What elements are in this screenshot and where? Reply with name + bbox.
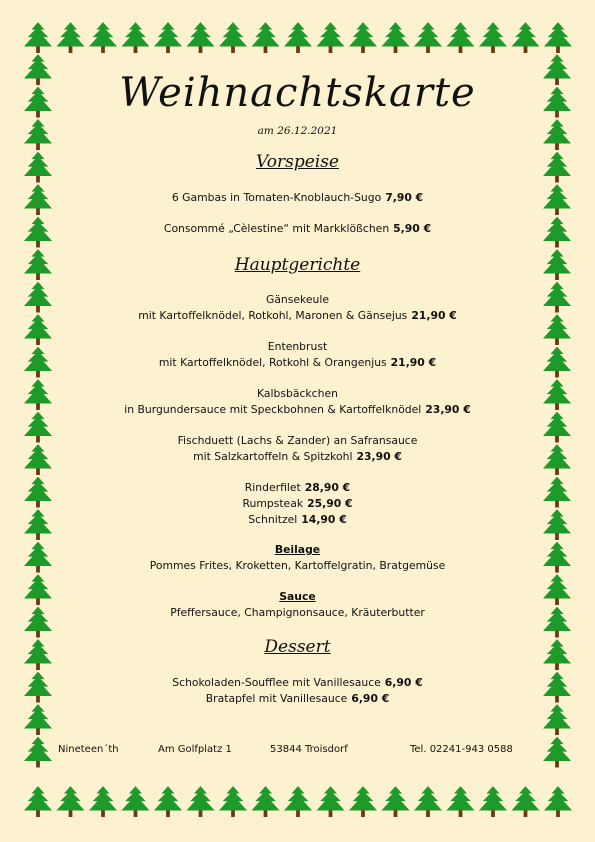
menu-title: Weihnachtskarte <box>119 70 476 116</box>
phone-number: Tel. 02241-943 0588 <box>410 744 513 755</box>
dish-price: 14,90 € <box>301 513 347 526</box>
christmas-tree-icon <box>349 22 377 53</box>
christmas-tree-icon <box>251 22 279 53</box>
christmas-tree-icon <box>121 22 149 53</box>
dish-price: 5,90 € <box>393 222 432 235</box>
christmas-tree-icon <box>544 786 572 817</box>
menu-item <box>0 675 595 691</box>
christmas-tree-icon <box>511 786 539 817</box>
menu-item <box>0 691 595 707</box>
christmas-tree-icon <box>121 786 149 817</box>
christmas-tree-icon <box>544 22 572 53</box>
christmas-tree-icon <box>316 786 344 817</box>
menu-item <box>0 339 595 371</box>
christmas-tree-icon <box>543 704 571 735</box>
christmas-tree-icon <box>56 786 84 817</box>
christmas-tree-icon <box>219 786 247 817</box>
dish-name: Entenbrust <box>267 340 328 353</box>
dish-price: 25,90 € <box>307 497 353 510</box>
dish-price: 23,90 € <box>425 403 471 416</box>
dish-name: Rumpsteak <box>242 497 304 510</box>
christmas-tree-icon <box>24 737 52 768</box>
dish-name: Schokoladen-Soufflee mit Vanillesauce <box>172 676 381 689</box>
menu-item <box>0 433 595 465</box>
christmas-tree-icon <box>414 22 442 53</box>
christmas-tree-icon <box>186 22 214 53</box>
dish-name: Consommé „Cèlestine“ mit Markklößchen <box>163 222 390 235</box>
menu-item <box>0 190 595 206</box>
dish-description: mit Salzkartoffeln & Spitzkohl <box>193 450 353 463</box>
section-vorspeise: Vorspeise <box>256 152 339 172</box>
menu-item <box>0 221 595 237</box>
street-address: Am Golfplatz 1 <box>158 744 232 755</box>
christmas-tree-icon <box>511 22 539 53</box>
christmas-tree-icon <box>381 786 409 817</box>
christmas-tree-icon <box>89 22 117 53</box>
christmas-tree-icon <box>479 786 507 817</box>
dish-description: mit Kartoffelknödel, Rotkohl, Maronen & Gänsejus <box>138 309 408 322</box>
christmas-tree-icon <box>479 22 507 53</box>
christmas-tree-icon <box>24 786 52 817</box>
city: 53844 Troisdorf <box>270 744 348 755</box>
menu-item <box>0 292 595 324</box>
sauce-text: Pfeffersauce, Champignonsauce, Kräuterbutter <box>170 606 425 619</box>
dish-name: Kalbsbäckchen <box>257 387 338 400</box>
dish-price: 23,90 € <box>356 450 402 463</box>
christmas-tree-icon <box>284 786 312 817</box>
section-dessert: Dessert <box>264 637 331 657</box>
christmas-tree-icon <box>24 22 52 53</box>
dish-description: mit Kartoffelknödel, Rotkohl & Orangenjus <box>158 356 387 369</box>
christmas-tree-icon <box>446 22 474 53</box>
dish-name: Fischduett (Lachs & Zander) an Safransauce <box>177 434 418 447</box>
christmas-tree-icon <box>414 786 442 817</box>
menu-item <box>0 386 595 418</box>
christmas-tree-icon <box>543 737 571 768</box>
dish-price: 28,90 € <box>304 481 351 494</box>
christmas-tree-icon <box>219 22 247 53</box>
christmas-tree-icon <box>186 786 214 817</box>
christmas-tree-icon <box>154 786 182 817</box>
section-sauce: Sauce <box>279 590 316 603</box>
section-beilage: Beilage <box>274 543 321 556</box>
christmas-tree-icon <box>24 704 52 735</box>
dish-name: Rinderfilet <box>244 481 301 494</box>
menu-date: am 26.12.2021 <box>257 125 338 137</box>
dish-name: 6 Gambas in Tomaten-Knoblauch-Sugo <box>171 191 382 204</box>
dish-name: Schnitzel <box>248 513 298 526</box>
dish-name: Bratapfel mit Vanillesauce <box>205 692 348 705</box>
dish-price: 7,90 € <box>385 191 424 204</box>
dish-price: 21,90 € <box>411 309 457 322</box>
steak-list <box>0 480 595 528</box>
christmas-tree-icon <box>349 786 377 817</box>
section-hauptgerichte: Hauptgerichte <box>234 255 361 275</box>
dish-price: 21,90 € <box>390 356 437 369</box>
christmas-tree-icon <box>446 786 474 817</box>
christmas-tree-icon <box>284 22 312 53</box>
christmas-tree-icon <box>154 22 182 53</box>
dish-price: 6,90 € <box>351 692 390 705</box>
christmas-tree-icon <box>56 22 84 53</box>
dish-description: in Burgundersauce mit Speckbohnen & Kartoffelknödel <box>124 403 422 416</box>
christmas-tree-icon <box>316 22 344 53</box>
beilage-text: Pommes Frites, Kroketten, Kartoffelgratin, Bratgemüse <box>149 559 446 572</box>
christmas-tree-icon <box>89 786 117 817</box>
restaurant-name: Nineteen´th <box>58 744 119 755</box>
christmas-tree-icon <box>381 22 409 53</box>
christmas-tree-icon <box>251 786 279 817</box>
dish-name: Gänsekeule <box>265 293 330 306</box>
dish-price: 6,90 € <box>384 676 423 689</box>
